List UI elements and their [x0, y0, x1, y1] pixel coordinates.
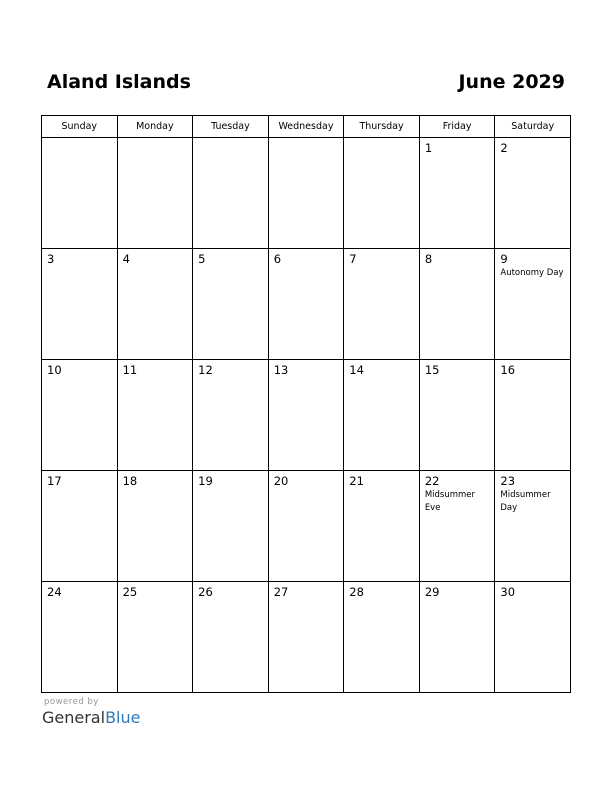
day-cell [268, 360, 344, 471]
weekday-header: Monday [117, 116, 193, 138]
day-cell [42, 249, 118, 360]
day-number: 10 [47, 363, 62, 377]
day-number: 20 [273, 474, 289, 488]
day-number: 6 [273, 252, 282, 266]
day-number: 29 [424, 585, 440, 599]
day-number: 21 [349, 474, 364, 488]
day-number: 18 [122, 474, 138, 488]
day-number: 23 [500, 474, 516, 488]
day-cell [117, 360, 193, 471]
day-cell [344, 138, 420, 249]
day-cell [419, 249, 495, 360]
powered-by-text: powered by [44, 697, 99, 707]
day-number: 3 [47, 252, 55, 266]
day-cell [344, 471, 420, 582]
week-row [42, 249, 571, 360]
day-number: 8 [424, 252, 433, 266]
week-row [42, 582, 571, 693]
day-cell [495, 471, 571, 582]
day-cell [193, 582, 269, 693]
holiday-label: Midsummer Eve [424, 490, 476, 513]
day-cell [42, 138, 118, 249]
day-cell [268, 138, 344, 249]
day-number: 4 [122, 252, 130, 266]
day-cell [344, 582, 420, 693]
day-cell [495, 138, 571, 249]
day-cell [117, 249, 193, 360]
day-number: 5 [198, 252, 206, 266]
day-cell [495, 360, 571, 471]
day-number: 17 [47, 474, 62, 488]
weekday-header: Saturday [495, 116, 571, 138]
day-cell [419, 471, 495, 582]
day-number: 15 [424, 363, 440, 377]
day-number: 27 [273, 585, 289, 599]
day-cell [419, 582, 495, 693]
week-row [42, 360, 571, 471]
day-cell [268, 249, 344, 360]
country-title: Aland Islands [47, 71, 191, 93]
month-year-title: June 2029 [458, 71, 565, 93]
day-number: 1 [424, 141, 433, 155]
day-cell [117, 138, 193, 249]
day-number: 11 [122, 363, 138, 377]
weekday-header: Sunday [42, 116, 118, 138]
day-cell [117, 471, 193, 582]
holiday-label: Midsummer Day [500, 490, 551, 513]
generalblue-logo [42, 708, 140, 727]
day-cell [42, 471, 118, 582]
day-cell [193, 360, 269, 471]
calendar-grid [41, 115, 571, 693]
day-number: 25 [122, 585, 138, 599]
weekday-header: Friday [419, 116, 495, 138]
day-number: 22 [424, 474, 440, 488]
day-number: 14 [349, 363, 364, 377]
day-cell [495, 582, 571, 693]
day-number: 2 [500, 141, 508, 155]
day-cell [42, 582, 118, 693]
day-cell [117, 582, 193, 693]
day-number: 9 [500, 252, 508, 266]
day-cell [344, 249, 420, 360]
day-number: 12 [198, 363, 213, 377]
weekday-header: Wednesday [268, 116, 344, 138]
day-number: 19 [198, 474, 213, 488]
weekday-header: Thursday [344, 116, 420, 138]
day-number: 16 [500, 363, 516, 377]
day-cell [419, 138, 495, 249]
day-cell [419, 360, 495, 471]
day-number: 24 [47, 585, 62, 599]
day-cell [495, 249, 571, 360]
week-row [42, 138, 571, 249]
day-cell [193, 471, 269, 582]
day-number: 13 [273, 363, 289, 377]
holiday-label: Autonomy Day [500, 268, 564, 278]
day-cell [193, 138, 269, 249]
day-cell [42, 360, 118, 471]
day-cell [268, 471, 344, 582]
day-cell [193, 249, 269, 360]
day-number: 7 [349, 252, 357, 266]
day-cell [268, 582, 344, 693]
day-number: 28 [349, 585, 364, 599]
day-cell [344, 360, 420, 471]
brand-general-text: General [42, 708, 106, 727]
day-number: 26 [198, 585, 213, 599]
weekday-header-row [42, 116, 571, 138]
brand-blue-text: Blue [105, 708, 141, 727]
week-row [42, 471, 571, 582]
day-number: 30 [500, 585, 516, 599]
weekday-header: Tuesday [193, 116, 269, 138]
